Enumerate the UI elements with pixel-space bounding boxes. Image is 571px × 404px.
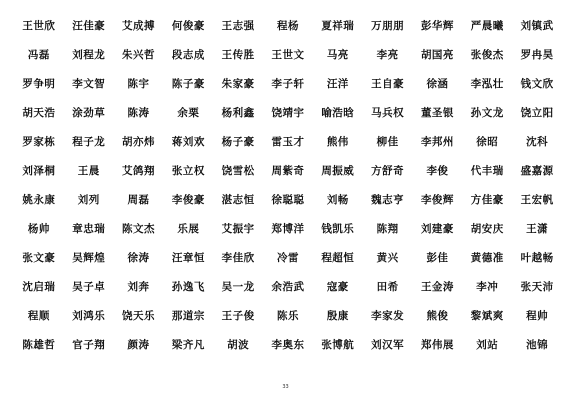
- name-cell: 叶越畅: [520, 252, 554, 265]
- name-cell: 黎斌爽: [470, 310, 504, 323]
- name-cell: 陈宇: [127, 78, 150, 91]
- name-cell: 吴子卓: [72, 281, 106, 294]
- name-cell: 马兵权: [371, 107, 405, 120]
- name-cell: 周紫奇: [271, 165, 305, 178]
- name-cell: 郑博洋: [271, 223, 305, 236]
- name-cell: 蒋刘欢: [171, 136, 205, 149]
- name-cell: 陈涛: [127, 107, 150, 120]
- name-cell: 汪洋: [326, 78, 349, 91]
- name-cell: 乐展: [177, 223, 200, 236]
- name-cell: 黄兴: [376, 252, 399, 265]
- name-cell: 胡天浩: [22, 107, 56, 120]
- name-cell: 章忠瑞: [72, 223, 106, 236]
- name-cell: 周振威: [321, 165, 355, 178]
- name-cell: 艾成搏: [122, 20, 156, 33]
- name-cell: 熊俊: [426, 310, 449, 323]
- name-cell: 艾鸽翔: [122, 165, 156, 178]
- name-cell: 杨子豪: [221, 136, 255, 149]
- name-cell: 朱兴哲: [122, 49, 156, 62]
- name-cell: 官子翔: [72, 339, 106, 352]
- name-cell: 王自豪: [371, 78, 405, 91]
- name-cell: 田希: [376, 281, 399, 294]
- name-cell: 饶天乐: [122, 310, 156, 323]
- name-cell: 徐聪聪: [271, 194, 305, 207]
- name-cell: 夏祥瑞: [321, 20, 355, 33]
- name-cell: 沈启瑞: [22, 281, 56, 294]
- name-cell: 艾振宇: [221, 223, 255, 236]
- name-cell: 罗家栋: [22, 136, 56, 149]
- name-cell: 段志成: [171, 49, 205, 62]
- name-cell: 胡安庆: [470, 223, 504, 236]
- name-cell: 李冲: [476, 281, 499, 294]
- name-cell: 殷康: [326, 310, 349, 323]
- name-cell: 董圣银: [420, 107, 454, 120]
- name-cell: 饶雪松: [221, 165, 255, 178]
- name-cell: 何俊豪: [171, 20, 205, 33]
- name-cell: 彭佳: [426, 252, 449, 265]
- name-cell: 李佳欣: [221, 252, 255, 265]
- name-cell: 李子轩: [271, 78, 305, 91]
- name-cell: 刘畅: [326, 194, 349, 207]
- name-cell: 李文智: [72, 78, 106, 91]
- name-cell: 郑伟展: [420, 339, 454, 352]
- name-cell: 刘站: [476, 339, 499, 352]
- name-cell: 罗冉昊: [520, 49, 554, 62]
- name-cell: 刘奔: [127, 281, 150, 294]
- name-cell: 胡国亮: [420, 49, 454, 62]
- name-cell: 盛嘉源: [520, 165, 554, 178]
- name-cell: 钱文欣: [520, 78, 554, 91]
- name-cell: 姚永康: [22, 194, 56, 207]
- name-cell: 王子俊: [221, 310, 255, 323]
- name-cell: 刘建豪: [420, 223, 454, 236]
- name-cell: 李泓壮: [470, 78, 504, 91]
- name-cell: 杨利鑫: [221, 107, 255, 120]
- name-cell: 黄德准: [470, 252, 504, 265]
- name-cell: 陈子豪: [171, 78, 205, 91]
- name-cell: 饶靖宇: [271, 107, 305, 120]
- name-cell: 王潇: [526, 223, 549, 236]
- name-cell: 刘列: [77, 194, 100, 207]
- name-cell: 王志强: [221, 20, 255, 33]
- name-cell: 胡波: [227, 339, 250, 352]
- name-cell: 刘汉军: [371, 339, 405, 352]
- name-cell: 李奥东: [271, 339, 305, 352]
- name-cell: 冯磊: [27, 49, 50, 62]
- name-cell: 吴辉煌: [72, 252, 106, 265]
- name-cell: 陈乐: [276, 310, 299, 323]
- name-cell: 张博航: [321, 339, 355, 352]
- name-cell: 彭华辉: [420, 20, 454, 33]
- name-cell: 徐昭: [476, 136, 499, 149]
- name-cell: 杨帅: [27, 223, 50, 236]
- name-cell: 李家发: [371, 310, 405, 323]
- name-cell: 熊伟: [326, 136, 349, 149]
- name-cell: 周磊: [127, 194, 150, 207]
- name-cell: 王世欣: [22, 20, 56, 33]
- name-cell: 汪章恒: [171, 252, 205, 265]
- name-cell: 寇豪: [326, 281, 349, 294]
- name-cell: 万朋朋: [371, 20, 405, 33]
- name-cell: 张立权: [171, 165, 205, 178]
- name-cell: 冷雷: [276, 252, 299, 265]
- name-cell: 魏志亨: [371, 194, 405, 207]
- name-cell: 柳佳: [376, 136, 399, 149]
- name-cell: 代丰瑞: [470, 165, 504, 178]
- name-cell: 吴一龙: [221, 281, 255, 294]
- name-cell: 程帅: [526, 310, 549, 323]
- name-cell: 刘程龙: [72, 49, 106, 62]
- name-cell: 李俊豪: [171, 194, 205, 207]
- name-cell: 李亮: [376, 49, 399, 62]
- name-cell: 方舒奇: [371, 165, 405, 178]
- name-cell: 钱凯乐: [321, 223, 355, 236]
- name-cell: 刘镇武: [520, 20, 554, 33]
- name-cell: 梁齐凡: [171, 339, 205, 352]
- name-cell: 陈翔: [376, 223, 399, 236]
- name-cell: 余浩武: [271, 281, 305, 294]
- name-cell: 程子龙: [72, 136, 106, 149]
- name-cell: 饶立阳: [520, 107, 554, 120]
- name-cell: 程杨: [276, 20, 299, 33]
- name-cell: 徐涛: [127, 252, 150, 265]
- name-cell: 张文豪: [22, 252, 56, 265]
- name-cell: 余栗: [177, 107, 200, 120]
- name-cell: 王世文: [271, 49, 305, 62]
- name-cell: 池锦: [526, 339, 549, 352]
- name-cell: 王传胜: [221, 49, 255, 62]
- name-cell: 马亮: [326, 49, 349, 62]
- name-cell: 刘泽桐: [22, 165, 56, 178]
- name-cell: 喻浩晗: [321, 107, 355, 120]
- name-cell: 王金涛: [420, 281, 454, 294]
- name-cell: 涂劲草: [72, 107, 106, 120]
- name-cell: 张天沛: [520, 281, 554, 294]
- name-cell: 罗争明: [22, 78, 56, 91]
- name-cell: 王晨: [77, 165, 100, 178]
- name-cell: 陈文杰: [122, 223, 156, 236]
- name-cell: 程超恒: [321, 252, 355, 265]
- name-cell: 汪佳豪: [72, 20, 106, 33]
- name-cell: 李邦州: [420, 136, 454, 149]
- name-cell: 徐涵: [426, 78, 449, 91]
- name-cell: 李俊: [426, 165, 449, 178]
- name-cell: 孙逸飞: [171, 281, 205, 294]
- page-number: 33: [282, 384, 289, 390]
- name-cell: 颜涛: [127, 339, 150, 352]
- name-cell: 胡亦炜: [122, 136, 156, 149]
- name-cell: 沈科: [526, 136, 549, 149]
- name-cell: 方佳豪: [470, 194, 504, 207]
- name-cell: 陈雄哲: [22, 339, 56, 352]
- name-list-grid: [14, 12, 562, 360]
- name-cell: 严晨曦: [470, 20, 504, 33]
- name-cell: 孙文龙: [470, 107, 504, 120]
- name-cell: 张俊杰: [470, 49, 504, 62]
- name-cell: 雷玉才: [271, 136, 305, 149]
- name-cell: 刘鸿乐: [72, 310, 106, 323]
- name-cell: 那道宗: [171, 310, 205, 323]
- name-cell: 湛志恒: [221, 194, 255, 207]
- name-cell: 王宏帆: [520, 194, 554, 207]
- name-cell: 李俊辉: [420, 194, 454, 207]
- name-cell: 程顺: [27, 310, 50, 323]
- name-cell: 朱家豪: [221, 78, 255, 91]
